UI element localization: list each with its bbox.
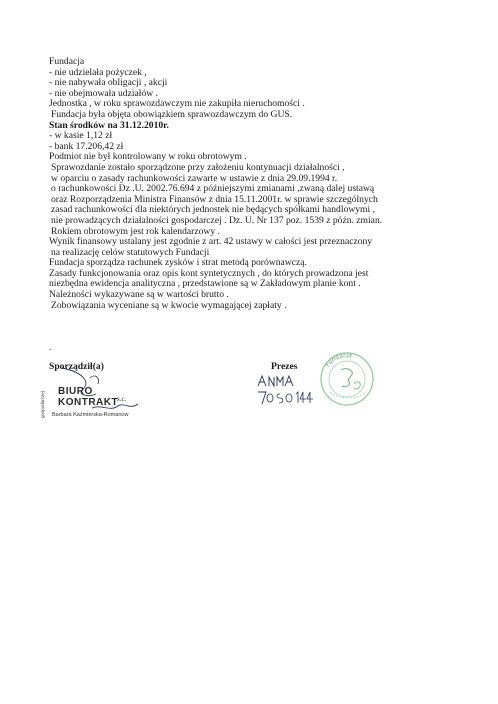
stamp-person-name: Barbara Kaźmierska-Romanow — [52, 412, 129, 418]
stamp-company-suffix: s.c. — [117, 395, 127, 403]
document-line: oraz Rozporządzenia Ministra Finansów z dnia 15.11.2001r. w sprawie szczególnych — [51, 193, 378, 205]
document-line: - w kasie 1,12 zł — [49, 130, 113, 142]
president-handwritten-signature — [254, 372, 316, 406]
prepared-by-label: Sporządził(a) — [49, 361, 104, 372]
document-line: na realizację celów statutowych Fundacji — [51, 246, 210, 258]
document-line: Rokiem obrotowym jest rok kalendarzowy . — [51, 225, 220, 237]
document-line: Fundacja — [49, 56, 85, 67]
document-line: Fundacja sporządza rachunek zysków i strat metodą porównawczą. — [49, 257, 307, 269]
document-body — [49, 57, 469, 311]
document-line: Zasady funkcjonowania oraz opis kont syntetycznych , do których prowadzona jest — [49, 267, 369, 279]
foundation-seal — [316, 350, 378, 408]
document-line: Zobowiązania wyceniane są w kwocie wymagającej zapłaty . — [51, 299, 287, 311]
document-line: w oparciu o zasady rachunkowości zawarte w ustawie z dnia 29.09.1994 r. — [51, 172, 338, 184]
stamp-company-line1: BIURO — [58, 386, 93, 397]
left-handwritten-signature — [52, 364, 142, 420]
document-line: - bank 17.206,42 zł — [49, 140, 124, 152]
document-line: nie prowadzących działalności gospodarczej . Dz. U. Nr 137 poz. 1539 z późn. zmian. — [51, 214, 383, 226]
document-line: Należności wykazywane są w wartości brutto . — [49, 289, 229, 301]
document-line: Stan środków na 31.12.2010r. — [49, 119, 169, 131]
stamp-company-line2: KONTRAKT — [58, 397, 119, 408]
document-line: - nie obejmowała udziałów . — [49, 87, 158, 99]
document-line: Podmiot nie był kontrolowany w roku obrotowym . — [49, 151, 247, 163]
document-line: Sprawozdanie zostało sporządzone przy założeniu kontynuacji działalności , — [51, 161, 345, 173]
document-line: niezbędna ewidencja analityczna , przedstawione są w Zakładowym planie kont . — [49, 278, 361, 290]
document-line: Wynik finansowy ustalany jest zgodnie z art. 42 ustawy w całości jest przeznaczony — [49, 236, 373, 248]
document-line: Fundacja była objęta obowiązkiem sprawozdawczym do GUS. — [51, 108, 293, 120]
seal-text: Fundacja — [324, 351, 353, 369]
stamp-vertical-text: gospodarczej — [40, 391, 45, 418]
trailing-dot: . — [49, 342, 52, 352]
document-line: o rachunkowości Dz .U. 2002.76.694 z późniejszymi zmianami ,zwaną dalej ustawą — [51, 183, 375, 195]
document-line: - nie nabywała obligacji , akcji — [49, 77, 168, 89]
president-label: Prezes — [271, 361, 298, 372]
document-line: zasad rachunkowości dla niektórych jednostek nie będących spółkami handlowymi , — [51, 204, 375, 216]
document-line: - nie udzielała pożyczek , — [49, 66, 147, 78]
document-line: Jednostka , w roku sprawozdawczym nie zakupiła nieruchomości . — [49, 98, 305, 110]
